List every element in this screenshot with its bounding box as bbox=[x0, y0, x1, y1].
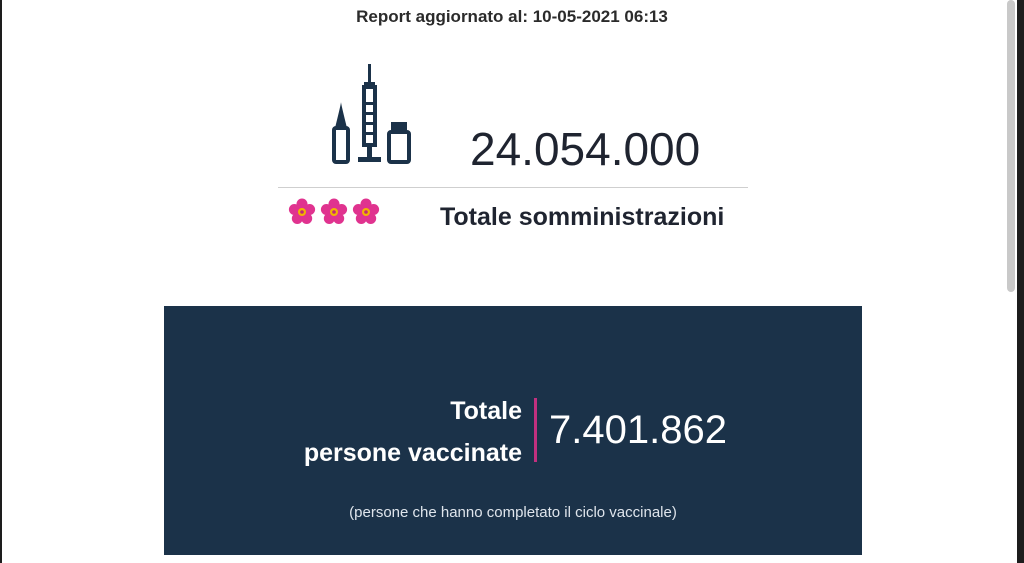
vaccinated-label bbox=[304, 390, 522, 474]
window-right-edge bbox=[1017, 0, 1024, 563]
scrollbar-thumb[interactable] bbox=[1007, 0, 1015, 292]
vaccinated-panel bbox=[164, 306, 862, 555]
flower-icons bbox=[287, 196, 383, 228]
vaccinated-value: 7.401.862 bbox=[549, 408, 727, 452]
window-left-edge bbox=[0, 0, 2, 563]
vaccinated-note: (persone che hanno completato il ciclo vaccinale) bbox=[349, 504, 677, 521]
vaccinated-label-line1: Totale bbox=[450, 397, 522, 425]
divider bbox=[278, 187, 748, 188]
flower-icon bbox=[321, 199, 347, 225]
total-doses-label: Totale somministrazioni bbox=[440, 203, 725, 231]
report-updated-text: Report aggiornato al: 10-05-2021 06:13 bbox=[356, 7, 668, 26]
vaccinated-label-line2: persone vaccinate bbox=[303, 439, 522, 467]
accent-separator bbox=[534, 398, 537, 462]
total-doses-value: 24.054.000 bbox=[470, 123, 701, 175]
flower-icon bbox=[353, 199, 379, 225]
flower-icon bbox=[289, 199, 315, 225]
vaccine-syringe-vial-icon bbox=[328, 62, 414, 168]
